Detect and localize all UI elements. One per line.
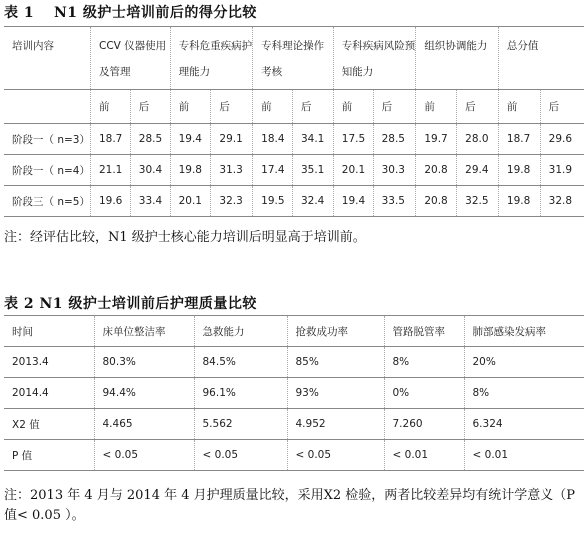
subheader-cell: 后: [130, 90, 170, 124]
table-cell: < 0.05: [94, 440, 194, 471]
table-row: [4, 155, 584, 186]
table-cell: 8%: [384, 347, 464, 378]
subheader-cell: 前: [253, 90, 293, 124]
table-cell: 18.7: [498, 124, 540, 155]
table-cell: 20.1: [170, 186, 211, 217]
table-cell: 28.5: [373, 124, 416, 155]
table-cell: 18.4: [253, 124, 293, 155]
table2-header-row: [4, 316, 584, 347]
table-cell: 5.562: [194, 409, 287, 440]
table-cell: 34.1: [292, 124, 333, 155]
column-header: CCV 仪器使用及管理: [90, 27, 170, 90]
column-header: 管路脱管率: [384, 316, 464, 347]
table-cell: 2013.4: [4, 347, 94, 378]
table1-subheader-row: [4, 90, 584, 124]
column-header: 时间: [4, 316, 94, 347]
table-cell: 8%: [464, 378, 584, 409]
table-row: [4, 378, 584, 409]
table-cell: 2014.4: [4, 378, 94, 409]
column-header: 总分值: [498, 27, 584, 90]
column-header: 急救能力: [194, 316, 287, 347]
column-header: 培训内容: [4, 27, 90, 90]
table-cell: 30.4: [130, 155, 170, 186]
table-cell: 85%: [287, 347, 384, 378]
table-cell: 32.8: [540, 186, 584, 217]
table1-title: 表 1 N1 级护士培训前后的得分比较: [4, 5, 257, 21]
table-cell: 28.5: [130, 124, 170, 155]
table-cell: 32.4: [292, 186, 333, 217]
table-cell: 94.4%: [94, 378, 194, 409]
table-cell: 30.3: [373, 155, 416, 186]
table-cell: 19.6: [90, 186, 130, 217]
table2-title: 表 2 N1 级护士培训前后护理质量比较: [4, 296, 257, 312]
table-cell: 28.0: [457, 124, 499, 155]
subheader-cell: [4, 90, 90, 124]
subheader-cell: 后: [457, 90, 499, 124]
table-cell: 17.5: [333, 124, 373, 155]
table-cell: 20%: [464, 347, 584, 378]
table-cell: 19.8: [498, 155, 540, 186]
subheader-cell: 后: [373, 90, 416, 124]
column-header: 专科危重疾病护理能力: [170, 27, 253, 90]
subheader-cell: 前: [170, 90, 211, 124]
table-cell: 19.4: [333, 186, 373, 217]
table-cell: 20.1: [333, 155, 373, 186]
nursing-quality-table: [4, 315, 584, 471]
table-cell: 32.5: [457, 186, 499, 217]
table-cell: 19.7: [416, 124, 457, 155]
table-cell: 阶段一（ n=3）: [4, 124, 90, 155]
table-cell: 阶段一（ n=4）: [4, 155, 90, 186]
table-cell: < 0.01: [464, 440, 584, 471]
table-cell: 21.1: [90, 155, 130, 186]
table-cell: 84.5%: [194, 347, 287, 378]
table-cell: 19.8: [498, 186, 540, 217]
table-cell: 80.3%: [94, 347, 194, 378]
subheader-cell: 后: [292, 90, 333, 124]
table-row: [4, 409, 584, 440]
table1-note: 注：经评估比较，N1 级护士核心能力培训后明显高于培训前。: [4, 230, 366, 245]
subheader-cell: 前: [90, 90, 130, 124]
table-cell: 19.8: [170, 155, 211, 186]
table-cell: P 值: [4, 440, 94, 471]
table-cell: 19.4: [170, 124, 211, 155]
table-cell: 32.3: [211, 186, 253, 217]
table-cell: < 0.05: [194, 440, 287, 471]
table-cell: 93%: [287, 378, 384, 409]
table-cell: < 0.05: [287, 440, 384, 471]
table-cell: 19.5: [253, 186, 293, 217]
table-row: [4, 347, 584, 378]
column-header: 专科疾病风险预知能力: [333, 27, 416, 90]
table-cell: 31.3: [211, 155, 253, 186]
subheader-cell: 后: [211, 90, 253, 124]
table-cell: 31.9: [540, 155, 584, 186]
table-cell: 6.324: [464, 409, 584, 440]
table-cell: 35.1: [292, 155, 333, 186]
table-row: [4, 186, 584, 217]
table-cell: 7.260: [384, 409, 464, 440]
column-header: 床单位整洁率: [94, 316, 194, 347]
table-cell: 29.4: [457, 155, 499, 186]
table-cell: 96.1%: [194, 378, 287, 409]
table-cell: 29.6: [540, 124, 584, 155]
column-header: 专科理论操作考核: [253, 27, 334, 90]
table1-header-row: [4, 27, 584, 90]
table-cell: 4.465: [94, 409, 194, 440]
training-score-table: [4, 26, 584, 217]
column-header: 肺部感染发病率: [464, 316, 584, 347]
table-cell: < 0.01: [384, 440, 464, 471]
subheader-cell: 后: [540, 90, 584, 124]
table-cell: 17.4: [253, 155, 293, 186]
column-header: 组织协调能力: [416, 27, 499, 90]
table-row: [4, 124, 584, 155]
subheader-cell: 前: [416, 90, 457, 124]
table-cell: 29.1: [211, 124, 253, 155]
table-cell: 4.952: [287, 409, 384, 440]
table-cell: 20.8: [416, 155, 457, 186]
table-row: [4, 440, 584, 471]
table-cell: 18.7: [90, 124, 130, 155]
table2-note: 注：2013 年 4 月与 2014 年 4 月护理质量比较，采用X2 检验，两者比较差异均有统计学意义（P 值< 0.05 ）。: [4, 488, 576, 523]
table-cell: 0%: [384, 378, 464, 409]
table-cell: 20.8: [416, 186, 457, 217]
table-cell: X2 值: [4, 409, 94, 440]
table-cell: 33.4: [130, 186, 170, 217]
table-cell: 33.5: [373, 186, 416, 217]
column-header: 抢救成功率: [287, 316, 384, 347]
subheader-cell: 前: [498, 90, 540, 124]
subheader-cell: 前: [333, 90, 373, 124]
table-cell: 阶段三（ n=5）: [4, 186, 90, 217]
